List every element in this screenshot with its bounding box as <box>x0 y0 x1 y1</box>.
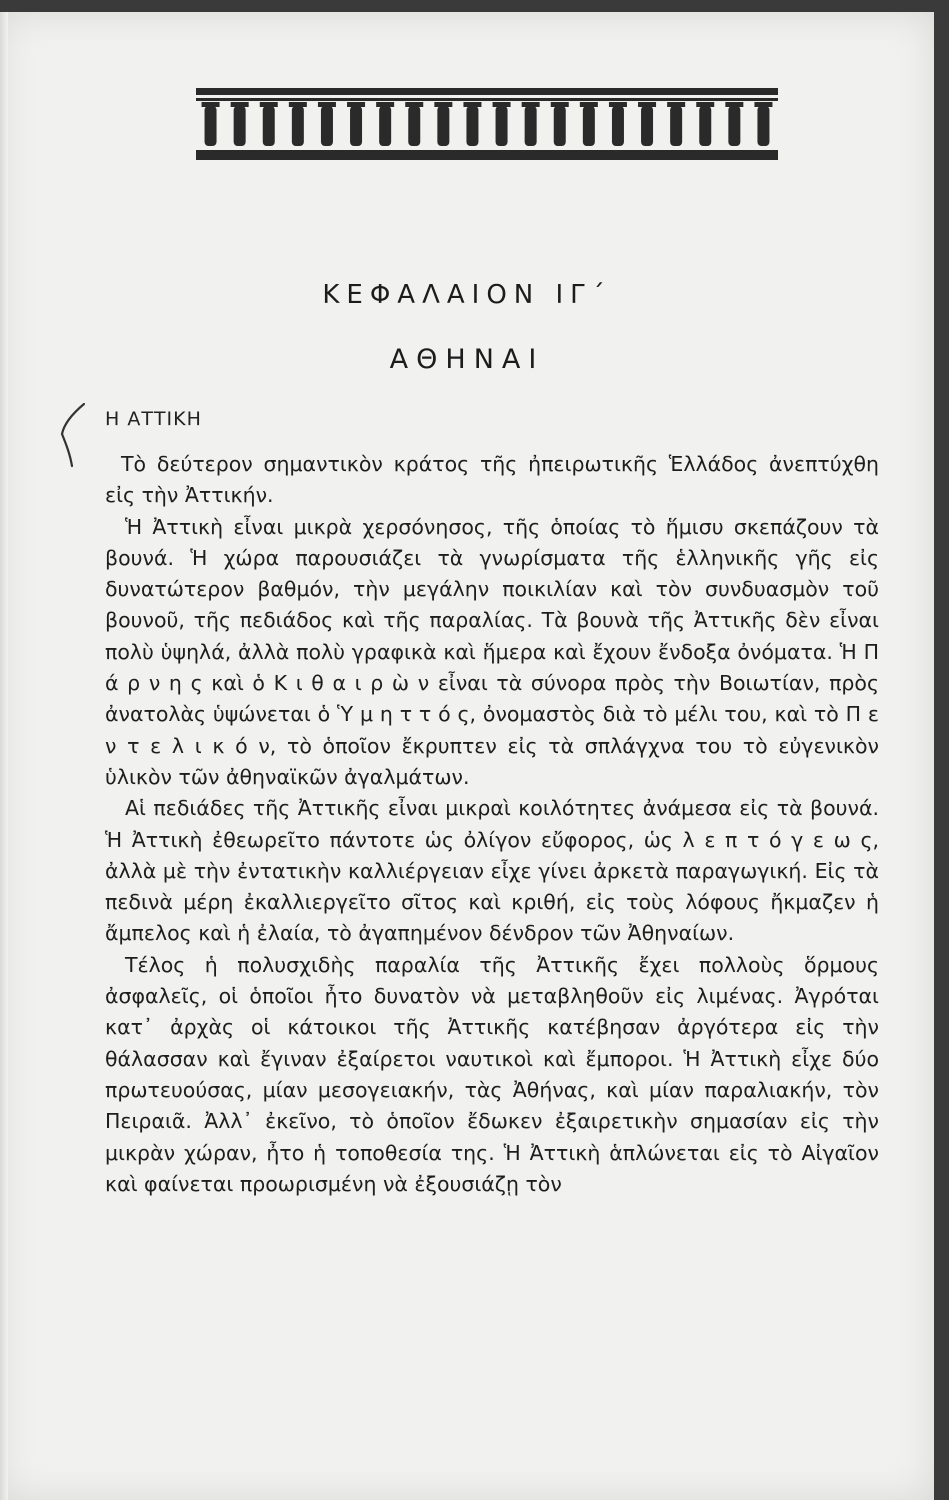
ornament-column <box>292 106 304 146</box>
chapter-title: ΑΘΗΝΑΙ <box>389 344 545 375</box>
ornament-capital <box>667 102 685 107</box>
ornament-column <box>466 106 478 146</box>
ornament-capital <box>463 102 481 107</box>
page-edge <box>0 12 8 1500</box>
ornament-column <box>205 106 217 146</box>
ornament-capital <box>434 102 452 107</box>
ornament-capital <box>580 102 598 107</box>
paragraph-2: Ἡ Ἀττικὴ εἶναι μικρὰ χερσόνησος, τῆς ὁποίας τὸ ἥμισυ σκεπάζουν τὰ βουνά. Ἡ χώρα παρουσιάζει τὰ γνωρίσματα τῆς ἑλληνικῆς γῆς εἰς δυνατώτερον βαθμόν, τὴν μεγάλην ποικιλίαν καὶ τὸν συνδυασμὸν τοῦ βουνοῦ, τῆς πεδιάδος καὶ τῆς παραλίας. Τὰ βουνὰ τῆς Ἀττικῆς δὲν εἶναι πολὺ ὑψηλά, ἀλλὰ πολὺ γραφικὰ καὶ ἥμερα καὶ ἔχουν ἔνδοξα ὀνόματα. Ἡ Π ά ρ ν η ς καὶ ὁ Κ ι θ α ι ρ ὼ ν εἶναι τὰ σύνορα πρὸς τὴν Βοιωτίαν, πρὸς ἀνατολὰς ὑψώνεται ὁ Ὑ μ η τ τ ό ς, ὀνομαστὸς διὰ τὸ μέλι του, καὶ τὸ Π ε ν τ ε λ ι κ ό ν, τὸ ὁποῖον ἔκρυπτεν εἰς τὰ σπλάγχνα του τὸ εὐγενικὸν ὑλικὸν τῶν ἀθηναϊκῶν ἀγαλμάτων. <box>105 514 879 789</box>
ornament-capital <box>202 102 220 107</box>
colonnade-ornament <box>196 88 778 160</box>
ornament-column <box>437 106 449 146</box>
ornament-column <box>728 106 740 146</box>
paragraph-1: Τὸ δεύτερον σημαντικὸν κράτος τῆς ἠπειρωτικῆς Ἑλλάδος ἀνεπτύχθη εἰς τὴν Ἀττικήν. <box>105 452 879 508</box>
ornament-capital <box>551 102 569 107</box>
ornament-column <box>554 106 566 146</box>
handwritten-bracket-mark <box>58 400 88 470</box>
ornament-column <box>350 106 362 146</box>
ornament-column <box>321 106 333 146</box>
ornament-capital <box>609 102 627 107</box>
chapter-label: ΚΕΦΑΛΑΙΟΝ ΙΓ΄ <box>322 280 612 310</box>
ornament-column <box>408 106 420 146</box>
ornament-capital <box>347 102 365 107</box>
ornament-column <box>496 106 508 146</box>
ornament-capital <box>493 102 511 107</box>
paragraph-3: Αἱ πεδιάδες τῆς Ἀττικῆς εἶναι μικραὶ κοιλότητες ἀνάμεσα εἰς τὰ βουνά. Ἡ Ἀττικὴ ἐθεωρεῖτο πάντοτε ὡς ὀλίγον εὔφορος, ὡς λ ε π τ ό γ ε ω ς, ἀλλὰ μὲ τὴν ἐντατικὴν καλλιέργειαν εἶχε γίνει ἀρκετὰ παραγωγική. Εἰς τὰ πεδινὰ μέρη ἐκαλλιεργεῖτο σῖτος καὶ κριθή, εἰς τοὺς λόφους ἤκμαζεν ἡ ἄμπελος καὶ ἡ ἐλαία, τὸ ἀγαπημένον δένδρον τῶν Ἀθηναίων. <box>105 796 879 946</box>
ornament-column <box>379 106 391 146</box>
ornament-column <box>670 106 682 146</box>
ornament-capital <box>289 102 307 107</box>
ornament-capital <box>260 102 278 107</box>
ornament-column <box>263 106 275 146</box>
body-text <box>105 449 879 1200</box>
paragraph-4: Τέλος ἡ πολυσχιδὴς παραλία τῆς Ἀττικῆς ἔχει πολλοὺς ὅρμους ἀσφαλεῖς, οἱ ὁποῖοι ἦτο δυνατὸν νὰ μεταβληθοῦν εἰς λιμένας. Ἀγρόται κατ᾽ ἀρχὰς οἱ κάτοικοι τῆς Ἀττικῆς κατέβησαν ἀργότερα εἰς τὴν θάλασσαν καὶ ἔγιναν ἐξαίρετοι ναυτικοὶ καὶ ἔμποροι. Ἡ Ἀττικὴ εἶχε δύο πρωτευούσας, μίαν μεσογειακήν, τὰς Ἀθήνας, καὶ μίαν παραλιακήν, τὸν Πειραιᾶ. Ἀλλ᾽ ἐκεῖνο, τὸ ὁποῖον ἔδωκεν ἐξαιρετικὴν σημασίαν εἰς τὴν μικρὰν χώραν, ἦτο ἡ τοποθεσία της. Ἡ Ἀττικὴ ἁπλώνεται εἰς τὸ Αἰγαῖον καὶ φαίνεται προωρισμένη νὰ ἐξουσιάζῃ τὸν <box>105 952 879 1196</box>
ornament-capital <box>522 102 540 107</box>
section-heading: Η ΑΤΤΙΚΗ <box>105 408 202 430</box>
ornament-capital <box>725 102 743 107</box>
ornament-column <box>234 106 246 146</box>
ornament-capital <box>754 102 772 107</box>
ornament-capital <box>638 102 656 107</box>
ornament-column <box>612 106 624 146</box>
ornament-column <box>641 106 653 146</box>
ornament-capital <box>231 102 249 107</box>
ornament-capital <box>376 102 394 107</box>
ornament-capital <box>405 102 423 107</box>
ornament-column <box>525 106 537 146</box>
ornament-column <box>699 106 711 146</box>
ornament-column <box>757 106 769 146</box>
ornament-column <box>583 106 595 146</box>
ornament-capital <box>318 102 336 107</box>
book-page <box>0 12 934 1500</box>
ornament-capital <box>696 102 714 107</box>
